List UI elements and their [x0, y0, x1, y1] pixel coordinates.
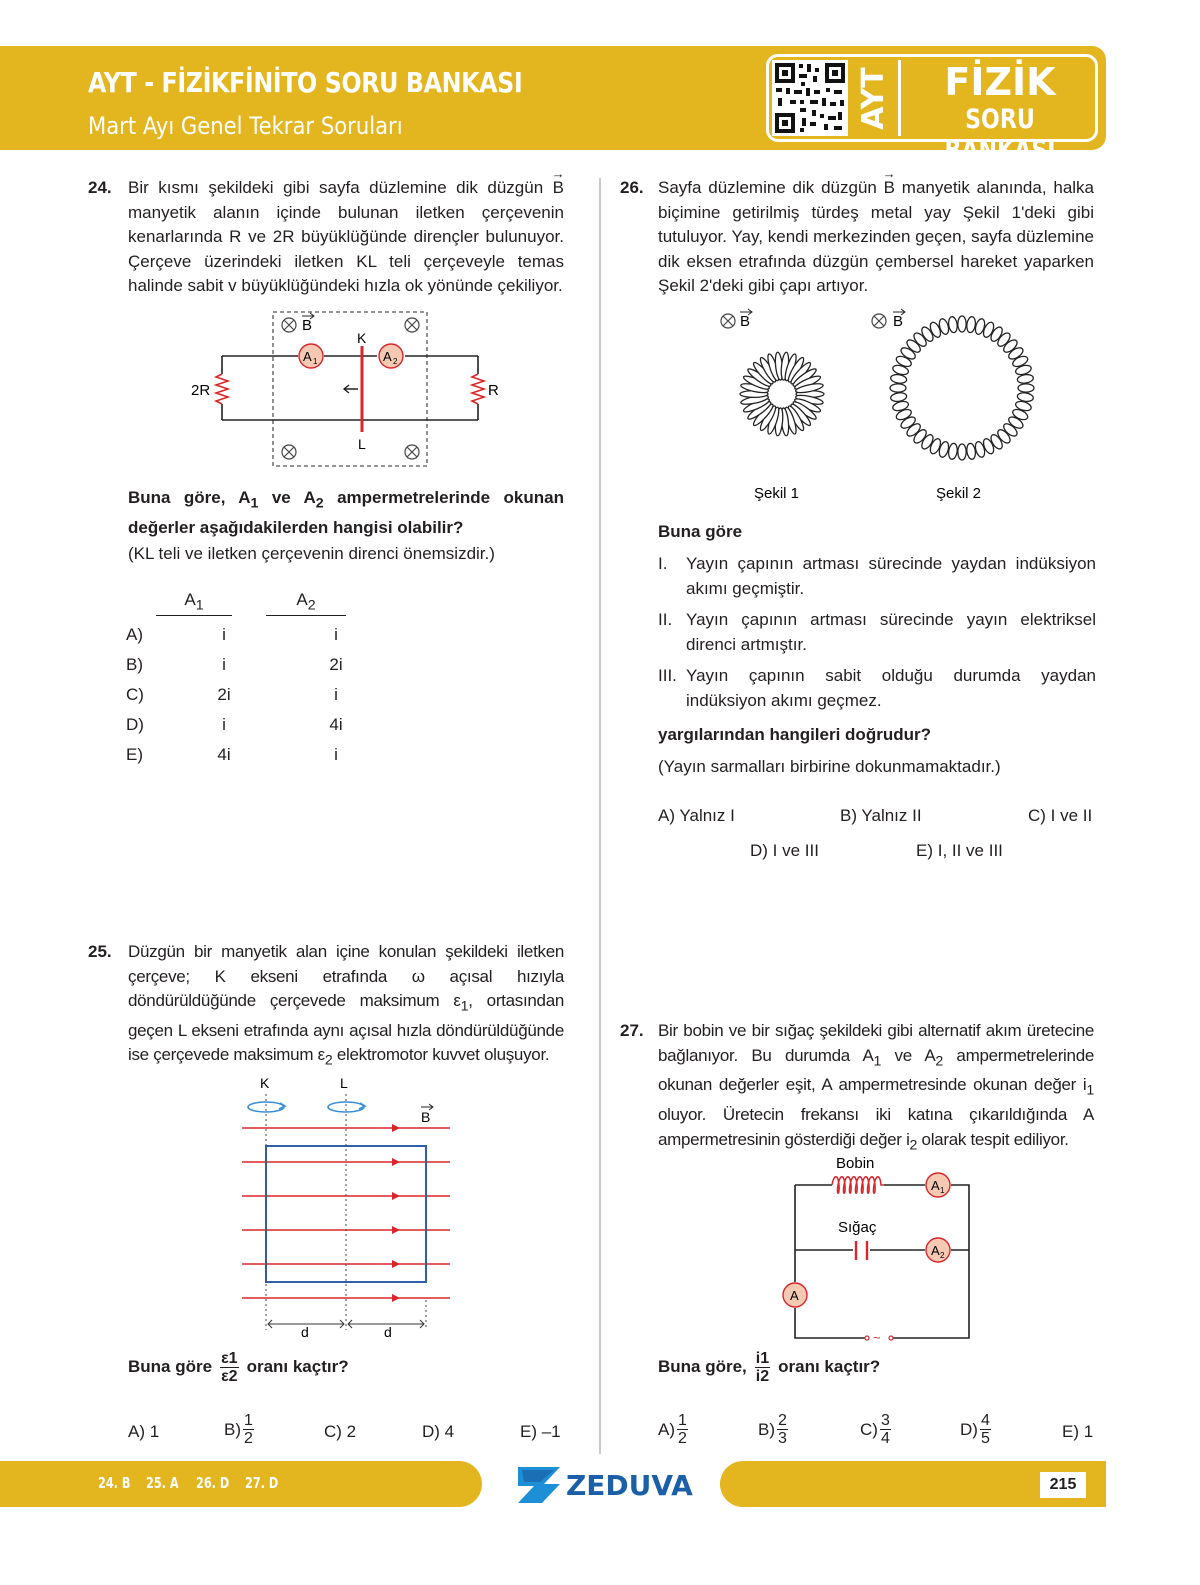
- velocity-arrow: [344, 385, 358, 393]
- resistor-2R-label: 2R: [191, 382, 211, 399]
- badge-level: AYT: [855, 66, 891, 130]
- publisher-logo: [518, 1462, 698, 1508]
- figure-caption: Şekil 1: [754, 485, 800, 502]
- question-prompt: Buna göre $\frac{\varepsilon 1}{\varepsilon 2}$ oranı kaçtır?: [128, 1350, 349, 1385]
- spring-coil: [948, 443, 959, 460]
- resistor-R: [472, 374, 484, 404]
- label-L: L: [358, 436, 366, 452]
- field-lines: [242, 1128, 450, 1298]
- question-prompt: Buna göre, $\frac{i1}{i2}$ oranı kaçtır?: [658, 1350, 881, 1385]
- answer-key-item: 24. B: [98, 1474, 131, 1492]
- section-subtitle: Mart Ayı Genel Tekrar Soruları: [88, 112, 403, 140]
- distance-label: d: [301, 1324, 309, 1340]
- option-D[interactable]: D) I ve III: [750, 841, 819, 860]
- option-B[interactable]: B) $\frac{1}{2}$: [224, 1412, 253, 1447]
- column-divider: [599, 178, 601, 1454]
- ammeter-A1-sub: 1: [940, 1186, 945, 1195]
- badge-divider: [898, 60, 901, 136]
- question-number: 27.: [620, 1021, 644, 1040]
- column-header-A2: $A_2$: [266, 590, 346, 616]
- option-row[interactable]: D) i 4i: [126, 715, 343, 734]
- spring-coil: [966, 443, 977, 460]
- option-C[interactable]: C) 2: [324, 1422, 357, 1441]
- spring-coil: [890, 392, 907, 403]
- option-row[interactable]: A) i i: [126, 625, 338, 644]
- capacitor-icon: [856, 1241, 867, 1260]
- answer-key-item: 27. D: [245, 1474, 279, 1492]
- option-row[interactable]: B) i 2i: [126, 655, 343, 674]
- question-note: (KL teli ve iletken çerçevenin direnci önemsizdir.): [128, 544, 495, 563]
- coil-icon: [832, 1177, 884, 1194]
- option-row[interactable]: E) 4i i: [126, 745, 338, 764]
- resistor-R-label: R: [488, 382, 499, 399]
- spring-figure-1: [740, 352, 824, 436]
- statement-lead: Buna göre: [658, 522, 743, 541]
- spring-coil: [890, 374, 907, 385]
- axis-K-label: K: [260, 1075, 270, 1091]
- brand-name: ZEDUVA: [566, 1469, 693, 1502]
- badge-subject: FİZİK: [944, 60, 1056, 104]
- coil-label: Bobin: [836, 1155, 875, 1172]
- question-text: Sayfa düzlemine dik düzgün → B manyetik alanında, halka biçimine getirilmiş türdeş metal yay Şekil 1'deki gibi tutuluyor. Yay, kendi merkezinden geçen, sayfa düzlemine dik eksen etrafında düzgün çembersel hareket yaparken Şekil 2'deki gibi çapı artıyor.: [658, 176, 1094, 299]
- spring-coil: [966, 316, 977, 333]
- column-header-A1: $A_1$: [156, 590, 232, 616]
- ammeter-A1-sub: 1: [313, 357, 318, 366]
- page-number: 215: [1040, 1472, 1086, 1498]
- ammeter-A2-label: A: [383, 349, 392, 364]
- circuit-figure-q24: [190, 306, 520, 474]
- question-number: 26.: [620, 178, 644, 197]
- question-prompt: Buna göre, $A_1$ ve $A_2$ ampermetrelerinde okunan değerler aşağıdakilerden hangisi olabilir?: [128, 488, 564, 537]
- answer-key-item: 25. A: [146, 1474, 179, 1492]
- qr-code[interactable]: [772, 60, 848, 136]
- spring-coil: [948, 316, 959, 333]
- ammeter-A2-sub: 2: [393, 357, 398, 366]
- option-C[interactable]: C) $\frac{3}{4}$: [860, 1412, 890, 1447]
- field-label: B: [893, 313, 904, 330]
- statement-item: I. Yayın çapının artması sürecinde yaydan indüksiyon akımı geçmiştir.: [658, 554, 1096, 598]
- question-text: Düzgün bir manyetik alan içine konulan şekildeki iletken çerçeve; K ekseni etrafında ω açısal hızıyla döndürüldüğünde çerçevede maksimum $\varepsilon_1$, ortasından geçen L ekseni etrafında aynı açısal hızla döndürüldüğünde ise çerçevede maksimum $\varepsilon_2$ elektromotor kuvvet oluşuyor.: [128, 942, 564, 1069]
- answer-key-item: 26. D: [196, 1474, 230, 1492]
- ammeter-A-label: A: [790, 1288, 799, 1303]
- footer-left-band: [0, 1461, 482, 1507]
- figure-caption: Şekil 2: [936, 485, 982, 502]
- ac-source-icon: ~: [873, 1330, 881, 1345]
- option-C[interactable]: C) I ve II: [1028, 806, 1093, 825]
- option-D[interactable]: D) 4: [422, 1422, 455, 1441]
- question-number: 25.: [88, 942, 112, 961]
- field-label: B: [740, 313, 751, 330]
- question-number: 24.: [88, 178, 112, 197]
- ammeter-A1-label: A: [931, 1178, 940, 1193]
- answer-options-q24: [126, 620, 376, 770]
- option-A[interactable]: A) Yalnız I: [658, 806, 735, 825]
- distance-label: d: [384, 1324, 392, 1340]
- option-E[interactable]: E) –1: [520, 1422, 561, 1441]
- option-D[interactable]: D) $\frac{4}{5}$: [960, 1412, 990, 1447]
- spring-coil: [958, 316, 966, 332]
- option-A[interactable]: A) 1: [128, 1422, 160, 1441]
- ammeter-A1-label: A: [303, 349, 312, 364]
- spring-coil: [1017, 392, 1034, 403]
- spring-figure-q26: [712, 306, 1052, 506]
- question-text: Bir bobin ve bir sığaç şekildeki gibi alternatif akım üretecine bağlanıyor. Bu durumda $A_1$ ve $A_2$ ampermetrelerinde okunan değerler eşit, A ampermetresinde okunan değer $i_1$ oluyor. Üretecin frekansı iki katına çıkarıldığında A ampermetresinin gösterdiği değer $i_2$ olarak tespit ediliyor.: [658, 1021, 1094, 1154]
- spring-coil: [1017, 374, 1034, 385]
- ac-circuit-figure-q27: [776, 1150, 976, 1346]
- rotating-frame-figure-q25: [230, 1072, 460, 1342]
- option-B[interactable]: B) Yalnız II: [840, 806, 922, 825]
- spring-coil: [958, 444, 966, 460]
- statement-item: II. Yayın çapının artması sürecinde yayın elektriksel direnci artmıştır.: [658, 610, 1096, 654]
- resistor-2R: [216, 374, 228, 404]
- statements-list: [658, 552, 1096, 713]
- spring-figure-2: [890, 316, 1034, 460]
- ammeter-A2-label: A: [931, 1243, 940, 1258]
- question-prompt: yargılarından hangileri doğrudur?: [658, 725, 931, 744]
- field-label: B: [302, 317, 313, 334]
- statement-item: III. Yayın çapının sabit olduğu durumda yaydan indüksiyon akımı geçmez.: [658, 666, 1096, 710]
- question-note: (Yayın sarmalları birbirine dokunmamaktadır.): [658, 757, 1001, 776]
- ammeter-A2-sub: 2: [940, 1251, 945, 1260]
- badge-type: SORU BANKASI: [944, 104, 1056, 166]
- option-E[interactable]: E) I, II ve III: [916, 841, 1003, 860]
- axis-L-label: L: [340, 1075, 348, 1091]
- label-K: K: [357, 330, 367, 346]
- option-row[interactable]: C) 2i i: [126, 685, 338, 704]
- question-text: Bir kısmı şekildeki gibi sayfa düzlemine dik düzgün → B manyetik alanın içinde bulunan iletken çerçevenin kenarlarında R ve 2R büyüklüğünde dirençler bulunuyor. Çerçeve üzerindeki iletken KL teli çerçeveyle temas halinde sabit v büyüklüğündeki hızla ok yönünde çekiliyor.: [128, 176, 564, 299]
- spring-coil: [890, 384, 906, 392]
- book-title: AYT - FİZİKFİNİTO SORU BANKASI: [88, 66, 523, 99]
- option-E[interactable]: E) 1: [1062, 1422, 1094, 1441]
- option-A[interactable]: A) $\frac{1}{2}$: [658, 1412, 687, 1447]
- spring-coil: [1018, 384, 1034, 392]
- capacitor-label: Sığaç: [838, 1219, 877, 1236]
- field-label: B: [421, 1109, 431, 1125]
- option-B[interactable]: B) $\frac{2}{3}$: [758, 1412, 787, 1447]
